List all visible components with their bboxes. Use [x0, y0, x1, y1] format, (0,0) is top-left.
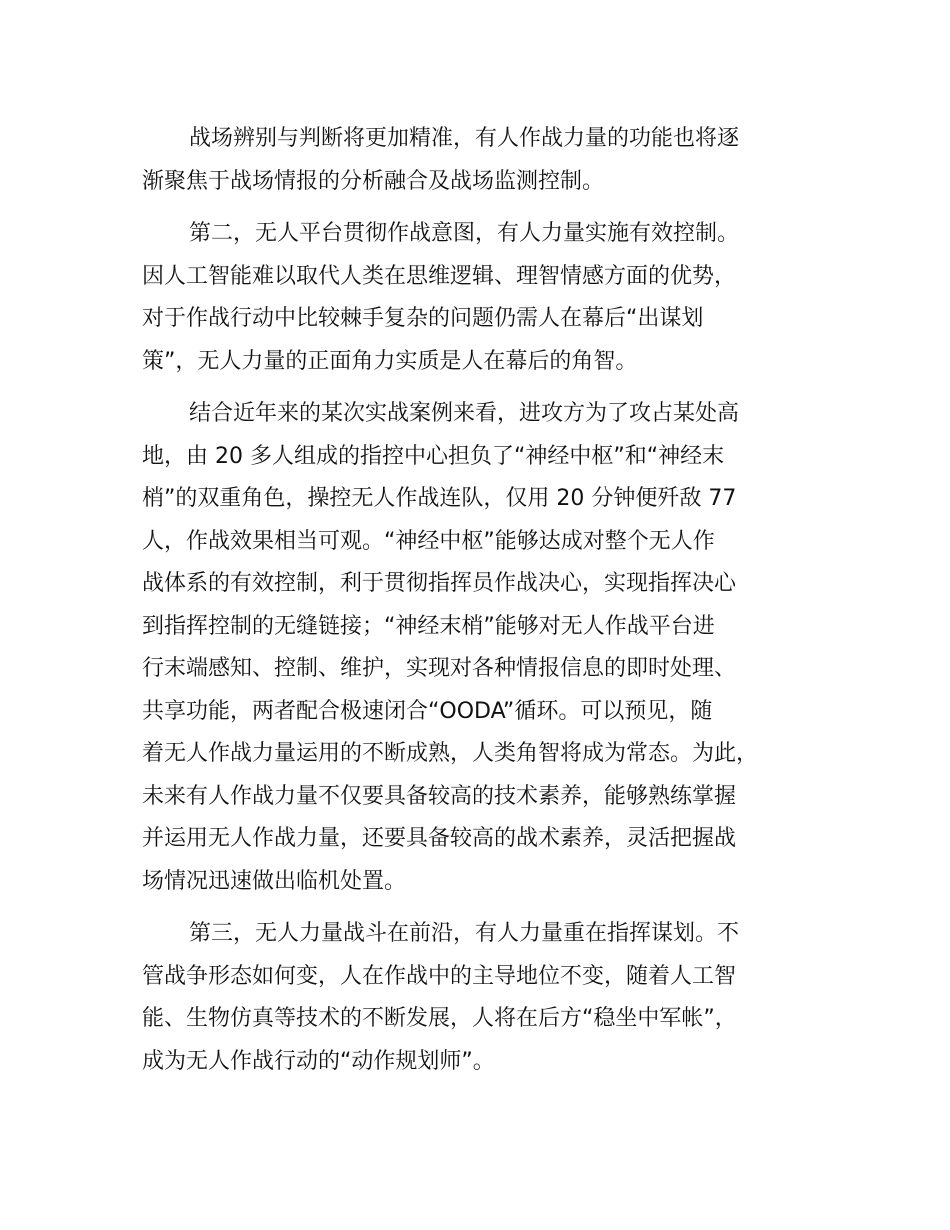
- text-line: 第三，无人力量战斗在前沿，有人力量重在指挥谋划。不: [189, 921, 740, 946]
- document-body: [142, 118, 838, 1093]
- text-line: 梢”的双重角色，操控无人作战连队，仅用 20 分钟便歼敌 77: [142, 486, 737, 511]
- text-line: 共享功能，两者配合极速闭合“OODA”循环。可以预见，随: [142, 698, 713, 724]
- text-line: 战场辨别与判断将更加精准，有人作战力量的功能也将逐: [189, 126, 740, 151]
- text-line: 到指挥控制的无缝链接；“神经末梢”能够对无人作战平台进: [142, 613, 715, 639]
- text-line: 因人工智能难以取代人类在思维逻辑、理智情感方面的优势，: [142, 263, 737, 289]
- text-line: 能、生物仿真等技术的不断发展，人将在后方“稳坐中军帐”，: [142, 1006, 737, 1031]
- paragraph-2: [142, 213, 838, 383]
- text-line: 战体系的有效控制，利于贯彻指挥员作战决心，实现指挥决心: [142, 571, 737, 596]
- paragraph-4: [142, 913, 838, 1083]
- text-line: 场情况迅速做出临机处置。: [142, 868, 407, 894]
- text-line: 第二，无人平台贯彻作战意图，有人力量实施有效控制。: [189, 221, 740, 246]
- paragraph-1: [142, 118, 838, 203]
- text-line: 地，由 20 多人组成的指控中心担负了“神经中枢”和“神经末: [142, 443, 725, 469]
- text-line: 人，作战效果相当可观。“神经中枢”能够达成对整个无人作: [142, 528, 715, 554]
- text-line: 管战争形态如何变，人在作战中的主导地位不变，随着人工智: [142, 963, 737, 989]
- text-line: 并运用无人作战力量，还要具备较高的战术素养，灵活把握战: [142, 826, 737, 851]
- text-line: 渐聚焦于战场情报的分析融合及战场监测控制。: [142, 168, 605, 194]
- paragraph-3: [142, 393, 838, 903]
- text-line: 结合近年来的某次实战案例来看，进攻方为了攻占某处高: [189, 401, 740, 426]
- text-line: 策”，无人力量的正面角力实质是人在幕后的角智。: [142, 348, 638, 374]
- text-line: 行末端感知、控制、维护，实现对各种情报信息的即时处理、: [142, 656, 737, 681]
- text-line: 着无人作战力量运用的不断成熟，人类角智将成为常态。为此，: [142, 741, 759, 766]
- text-line: 对于作战行动中比较棘手复杂的问题仍需人在幕后“出谋划: [142, 306, 704, 331]
- text-line: 未来有人作战力量不仅要具备较高的技术素养，能够熟练掌握: [142, 783, 737, 809]
- text-line: 成为无人作战行动的“动作规划师”。: [142, 1048, 495, 1074]
